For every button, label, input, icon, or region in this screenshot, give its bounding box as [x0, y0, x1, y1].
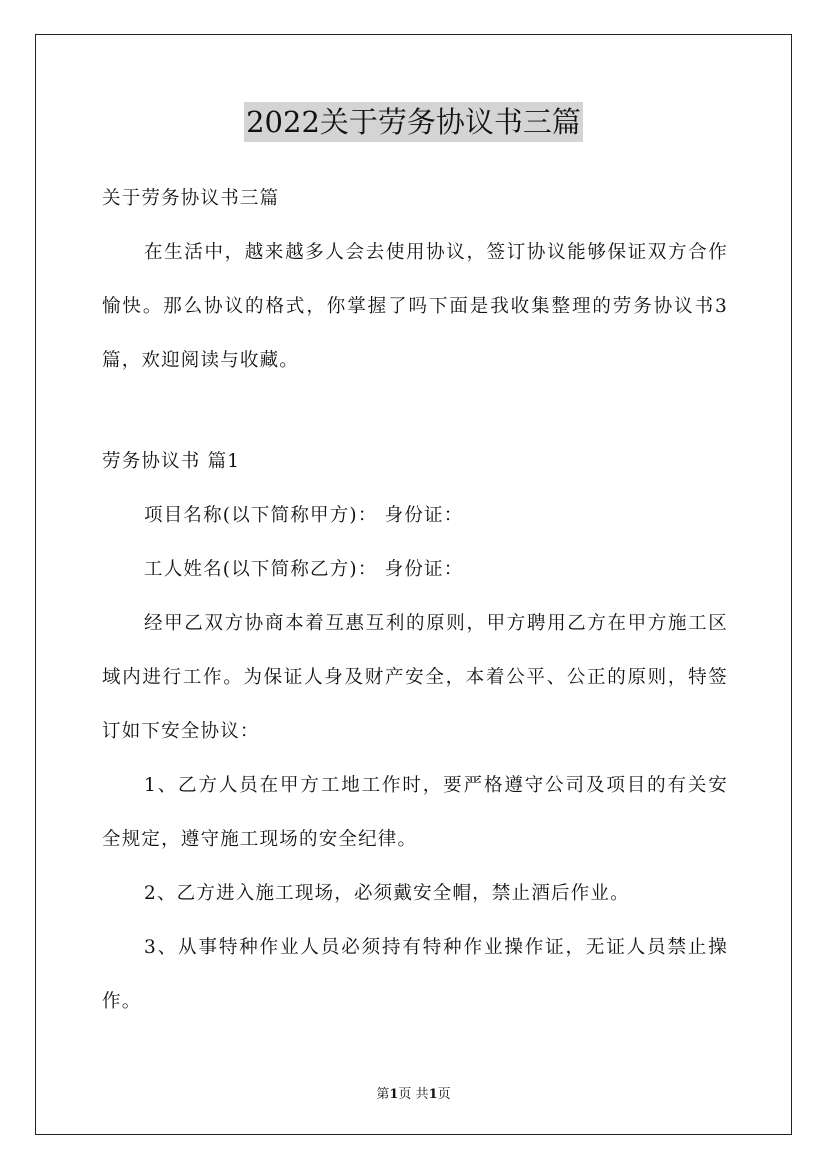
clause-2: 2、乙方进入施工现场，必须戴安全帽，禁止酒后作业。: [144, 883, 630, 904]
document-title: 2022关于劳务协议书三篇: [244, 102, 583, 142]
page-mid: 页 共: [398, 1087, 429, 1102]
clause-1: 1、乙方人员在甲方工地工作时，要严格遵守公司及项目的有关安全规定，遵守施工现场的安全纪律。: [102, 775, 728, 850]
project-name-line: 项目名称(以下简称甲方)： 身份证：: [144, 505, 464, 526]
page-total: 1: [428, 1087, 438, 1102]
worker-name-line: 工人姓名(以下简称乙方)： 身份证：: [144, 559, 464, 580]
page-current: 1: [389, 1087, 399, 1102]
section-heading: 劳务协议书 篇1: [102, 451, 241, 472]
page-prefix: 第: [376, 1087, 390, 1102]
title-container: [0, 102, 827, 142]
document-subtitle: 关于劳务协议书三篇: [102, 188, 280, 209]
intro-paragraph: 在生活中，越来越多人会去使用协议，签订协议能够保证双方合作愉快。那么协议的格式，你掌握了吗下面是我收集整理的劳务协议书3篇，欢迎阅读与收藏。: [102, 242, 728, 371]
agreement-preamble: 经甲乙双方协商本着互惠互利的原则，甲方聘用乙方在甲方施工区域内进行工作。为保证人身及财产安全，本着公平、公正的原则，特签订如下安全协议：: [102, 613, 728, 742]
page-suffix: 页: [437, 1087, 451, 1102]
page-footer: [0, 1083, 827, 1102]
document-body: [102, 172, 728, 1029]
clause-3: 3、从事特种作业人员必须持有特种作业操作证，无证人员禁止操作。: [102, 937, 728, 1012]
